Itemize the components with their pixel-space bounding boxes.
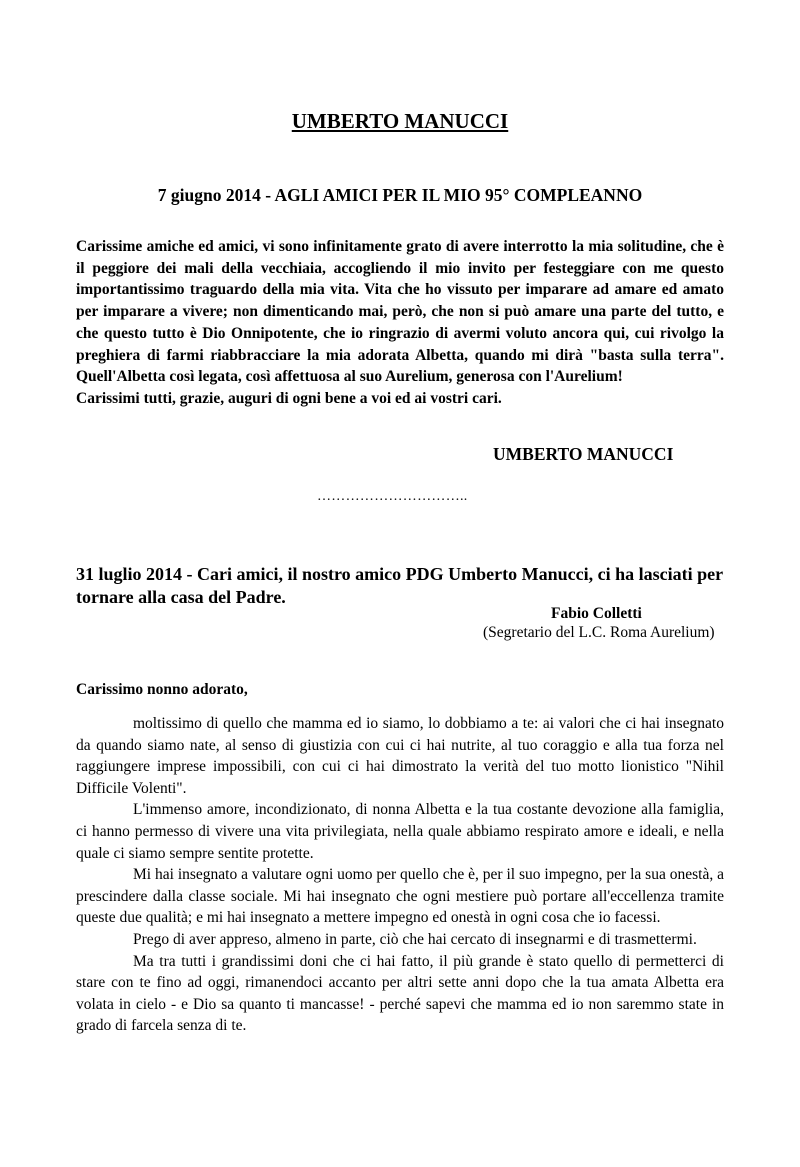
notice-author-name: Fabio Colletti bbox=[551, 605, 642, 622]
grandchild-letter-paragraph: Ma tra tutti i grandissimi doni che ci hai fatto, il più grande è stato quello di permetterci di stare con te fino ad oggi, rimanendoci accanto per altri sette anni dopo che la tua amata Albetta era volata in cielo - e Dio sa quanto ti mancasse! - perché sapevi che mamma ed io non saremmo state in grado di farcela senza di te. bbox=[76, 952, 724, 1035]
page-subtitle: 7 giugno 2014 - AGLI AMICI PER IL MIO 95° COMPLEANNO bbox=[157, 185, 643, 205]
birthday-letter-paragraph: Carissime amiche ed amici, vi sono infinitamente grato di avere interrotto la mia solitudine, che è il peggiore dei mali della vecchiaia, accogliendo il mio invito per festeggiare con me questo importantissimo traguardo della mia vita. Vita che ho vissuto per imparare ad amare ed amato per imparare a vivere; non dimenticando mai, però, che non si può amare una parte del tutto, e che questo tutto è Dio Onnipotente, che io ringrazio di avermi voluto ancora qui, cui rivolgo la preghiera di farmi riabbracciare la mia adorata Albetta, quando mi dirà "basta sulla terra". Quell'Albetta così legata, così affettuosa al suo Aurelium, generosa con l'Aurelium! bbox=[76, 238, 724, 386]
birthday-letter bbox=[76, 236, 724, 410]
letter-signature: UMBERTO MANUCCI bbox=[493, 444, 674, 464]
notice-author-role: (Segretario del L.C. Roma Aurelium) bbox=[483, 624, 715, 641]
grandchild-letter-body bbox=[76, 713, 724, 1037]
grandchild-letter-paragraph: Mi hai insegnato a valutare ogni uomo per quello che è, per il suo impegno, per la sua onestà, a prescindere dalla classe sociale. Mi hai insegnato che ogni mestiere può portare all'eccellenza tramite queste due qualità; e mi hai insegnato a mettere impegno ed onestà in ogni cosa che io facessi. bbox=[76, 866, 724, 927]
grandchild-letter-paragraph: moltissimo di quello che mamma ed io siamo, lo dobbiamo a te: ai valori che ci hai insegnato da quando siamo nate, al senso di giustizia con cui ci hai nutrite, al tuo coraggio e alla tua forza nel raggiungere imprese impossibili, con cui ci hai dimostrato la verità del tuo motto lionistico "Nihil Difficile Volenti". bbox=[76, 715, 724, 797]
grandchild-letter-paragraph: L'immenso amore, incondizionato, di nonna Albetta e la tua costante devozione alla famiglia, ci hanno permesso di vivere una vita privilegiata, nella quale abbiamo respirato amore e ideali, e nella quale ci siamo sempre sentite protette. bbox=[76, 801, 724, 862]
page-title: UMBERTO MANUCCI bbox=[291, 109, 509, 133]
grandchild-letter-paragraph: Prego di aver appreso, almeno in parte, ciò che hai cercato di insegnarmi e di trasmettermi. bbox=[133, 930, 697, 948]
grandchild-letter-salutation: Carissimo nonno adorato, bbox=[76, 681, 248, 698]
section-separator: ………………………….. bbox=[317, 489, 468, 504]
birthday-letter-closing: Carissimi tutti, grazie, auguri di ogni bene a voi ed ai vostri cari. bbox=[76, 389, 502, 407]
death-notice-headline: 31 luglio 2014 - Cari amici, il nostro amico PDG Umberto Manucci, ci ha lasciati per tornare alla casa del Padre. bbox=[76, 564, 723, 607]
